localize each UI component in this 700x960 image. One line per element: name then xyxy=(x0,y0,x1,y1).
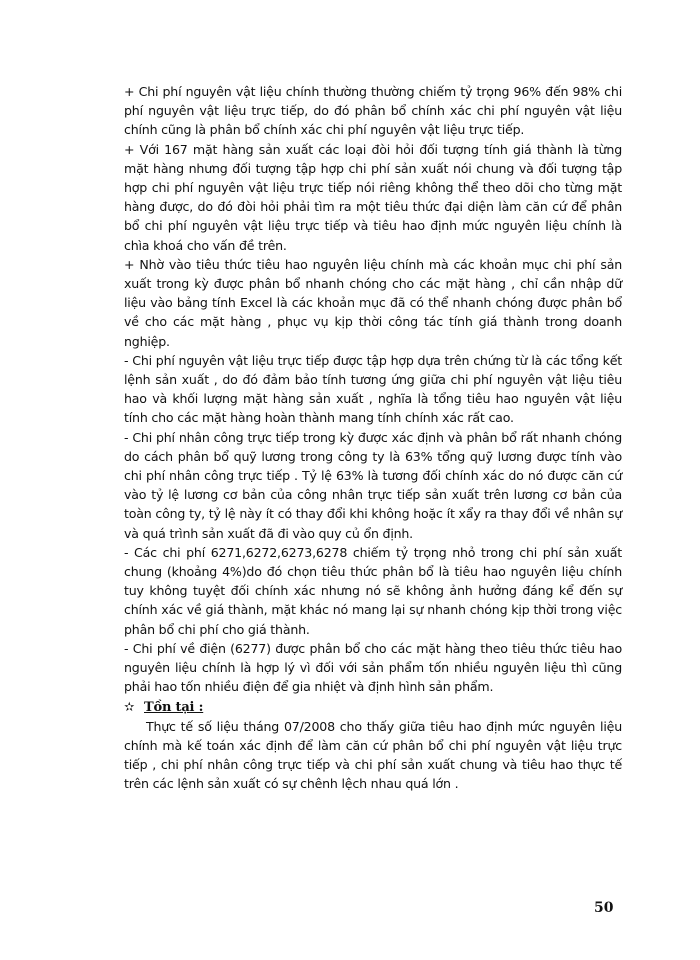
paragraph-shortcomings: Thực tế số liệu tháng 07/2008 cho thấy giữa tiêu hao định mức nguyên liệu chính mà kế toán xác định để làm căn cứ phân bổ chi phí nguyên vật liệu trực tiếp , chi phí nhân công trực tiếp và chi phí sản xuất chung và tiêu hao thực tế trên các lệnh sản xuất có sự chênh lệch nhau quá lớn . xyxy=(124,718,622,792)
section-heading xyxy=(124,697,622,717)
paragraph-excel-allocation: + Nhờ vào tiêu thức tiêu hao nguyên liệu chính mà các khoản mục chi phí sản xuất trong kỳ được phân bổ nhanh chóng cho các mặt hàng , chỉ cần nhập dữ liệu vào bảng tính Excel là các khoản mục đã có thể nhanh chóng được phân bổ về cho các mặt hàng , phục vụ kịp thời công tác tính giá thành trong doanh nghiệp. xyxy=(124,256,622,349)
paragraph-electricity: - Chi phí về điện (6277) được phân bổ cho các mặt hàng theo tiêu thức tiêu hao nguyên liệu chính là hợp lý vì đối với sản phẩm tốn nhiều nguyên liệu thì cũng phải hao tốn nhiều điện để gia nhiệt và định hình sản phẩm. xyxy=(124,640,622,695)
paragraph-material-ratio: + Chi phí nguyên vật liệu chính thường thường chiếm tỷ trọng 96% đến 98% chi phí nguyên vật liệu trực tiếp, do đó phân bổ chính xác chi phí nguyên vật liệu chính cũng là phân bổ chính xác chi phí nguyên vật liệu trực tiếp. xyxy=(124,84,622,138)
star-bullet-icon: ✫ xyxy=(124,698,135,714)
section-heading-text: Tồn tại : xyxy=(144,699,204,715)
paragraph-167-products: + Với 167 mặt hàng sản xuất các loại đòi hỏi đối tượng tính giá thành là từng mặt hàng nhưng đối tượng tập hợp chi phí sản xuất nói chung và đối tượng tập hợp chi phí nguyên vật liệu trực tiếp nói riêng không thể theo dõi cho từng mặt hàng được, do đó đòi hỏi phải tìm ra một tiêu thức đại diện làm căn cứ để phân bổ chi phí nguyên vật liệu trực tiếp và tiêu hao định mức nguyên liệu chính là chìa khoá cho vấn đề trên. xyxy=(124,141,622,253)
document-body xyxy=(124,82,622,794)
paragraph-direct-material: - Chi phí nguyên vật liệu trực tiếp được tập hợp dựa trên chứng từ là các tổng kết lệnh sản xuất , do đó đảm bảo tính tương ứng giữa chi phí nguyên vật liệu tiêu hao và khối lượng mặt hàng sản xuất , nghĩa là tổng tiêu hao nguyên vật liệu tính cho các mặt hàng hoàn thành mang tính chính xác rất cao. xyxy=(124,352,622,426)
paragraph-overhead-costs: - Các chi phí 6271,6272,6273,6278 chiếm tỷ trọng nhỏ trong chi phí sản xuất chung (khoảng 4%)do đó chọn tiêu thức phân bổ là tiêu hao nguyên liệu chính tuy không tuyệt đối chính xác nhưng nó sẽ không ảnh hưởng đáng kể đến sự chính xác về giá thành, mặt khác nó mang lại sự nhanh chóng kịp thời trong việc phân bổ chi phí cho giá thành. xyxy=(124,544,622,637)
page-number: 50 xyxy=(594,900,614,916)
paragraph-direct-labor: - Chi phí nhân công trực tiếp trong kỳ được xác định và phân bổ rất nhanh chóng do cách phân bổ quỹ lương trong công ty là 63% tổng quỹ lương được tính vào chi phí nhân công trực tiếp . Tỷ lệ 63% là tương đối chính xác do nó được căn cứ vào tỷ lệ lương cơ bản của công nhân trực tiếp sản xuất trên lương cơ bản của toàn công ty, tỷ lệ này ít có thay đổi khi không hoặc ít xẩy ra thay đổi về nhân sự và quá trình sản xuất đã đi vào quy củ ổn định. xyxy=(124,429,622,541)
